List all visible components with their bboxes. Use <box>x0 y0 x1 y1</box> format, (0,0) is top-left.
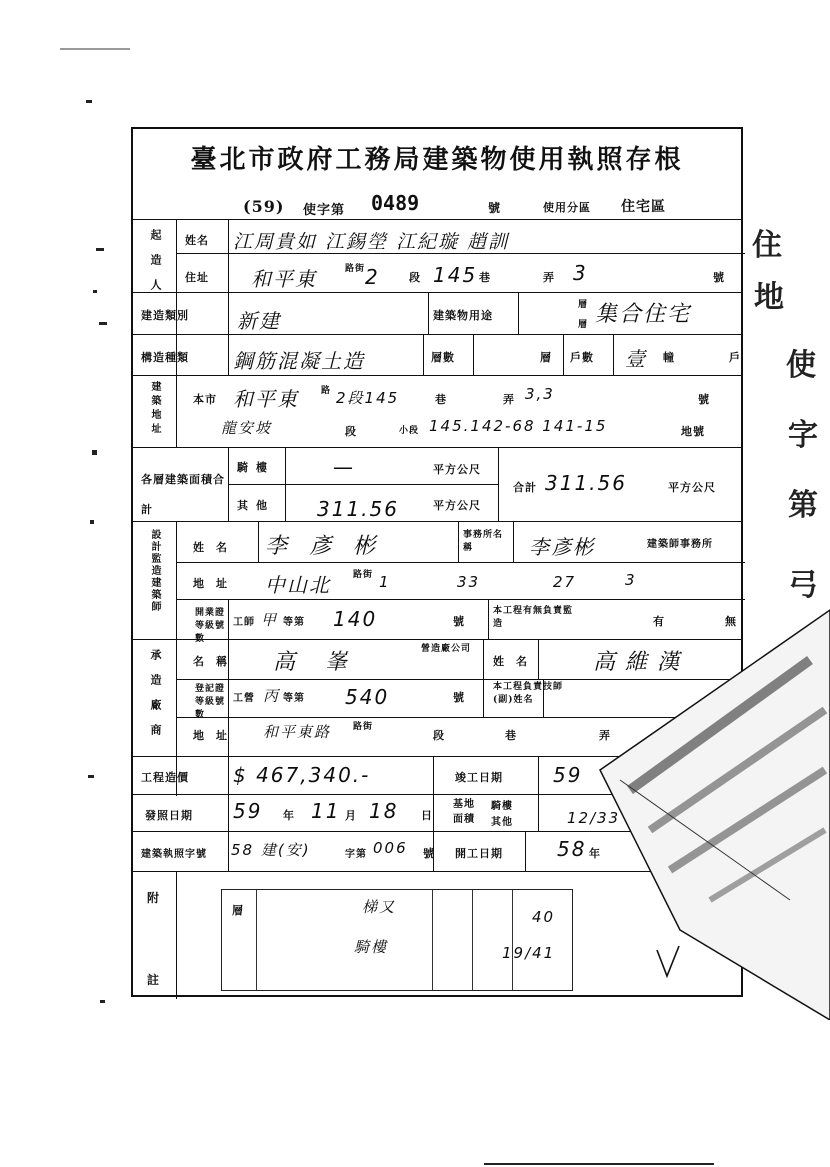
contractor-person-value: 高維漢 <box>593 650 690 675</box>
architect-address-lane: 33 <box>457 573 481 591</box>
base-label: 基地面積 <box>453 799 475 825</box>
stamp-text-2: 梯又 <box>362 898 397 916</box>
issue-month-label: 月 <box>345 809 357 822</box>
households-label: 戶數 <box>570 351 594 364</box>
contractor-reg-grade: 丙 <box>263 687 281 705</box>
rule <box>538 794 539 831</box>
rule <box>563 334 564 375</box>
architect-license-number: 140 <box>333 607 378 631</box>
issue-day-label: 日 <box>421 809 433 822</box>
applicant-name-label: 姓名 <box>185 234 209 247</box>
issue-label: 發照日期 <box>145 809 193 822</box>
applicant-alley-label: 弄 <box>543 271 555 284</box>
rule <box>176 639 177 756</box>
architect-firm-value: 李彥彬 <box>529 535 595 559</box>
rule <box>228 219 229 293</box>
usage-floors-label-2: 層 <box>578 320 589 330</box>
contractor-reg-suffix: 號 <box>453 691 465 704</box>
scan-speck <box>92 450 97 455</box>
form-title: 臺北市政府工務局建築物使用執照存根 <box>190 145 684 175</box>
architect-responsible-suffix: 無 <box>725 615 737 628</box>
area-unit-2: 平方公尺 <box>433 499 481 512</box>
households-unit: 戶 <box>729 351 741 364</box>
adjacent-glyph: 字 <box>788 418 818 453</box>
area-total-label: 合計 <box>513 481 537 494</box>
scan-speck <box>60 48 130 50</box>
applicant-section-label-2: 段 <box>409 271 421 284</box>
rule <box>433 756 434 794</box>
contractor-name-value: 高峯 <box>273 650 378 675</box>
rule <box>133 219 741 220</box>
rule <box>458 521 459 563</box>
dates-arcade-label: 騎樓 <box>491 801 513 812</box>
rule <box>228 447 229 521</box>
site-section-label: 建築地址 <box>149 381 160 437</box>
area-other-value: 311.56 <box>317 497 399 521</box>
rule <box>285 447 286 521</box>
zoning-value: 住宅區 <box>621 199 666 215</box>
stamp-text-4: 19/41 <box>502 944 556 962</box>
site-district-value: 龍安坡 <box>221 419 273 437</box>
permit-type: 使字第 <box>303 203 346 218</box>
rule <box>228 484 498 485</box>
contractor-person-label: 姓名 <box>493 655 539 668</box>
rule <box>538 756 539 794</box>
dates-other-label: 其他 <box>491 817 513 828</box>
site-alley-label: 弄 <box>503 393 515 406</box>
rule <box>133 334 741 335</box>
applicant-lane-label: 巷 <box>479 271 491 284</box>
contractor-road-label: 路街 <box>353 722 374 732</box>
applicant-address-road: 和平東 <box>251 267 317 291</box>
architect-responsible-value: 有 <box>653 615 665 628</box>
rule <box>473 334 474 375</box>
architect-address-label: 地址 <box>193 577 239 590</box>
license-value: 58 建(安) <box>231 841 311 859</box>
architect-firm-label: 事務所名稱 <box>463 530 504 553</box>
base-value: 12/33 <box>567 809 621 827</box>
contractor-company-label: 營造廠公司 <box>421 644 472 654</box>
rule <box>228 756 229 794</box>
adjacent-glyph: 住 <box>752 228 782 263</box>
zoning-label: 使用分區 <box>543 201 591 214</box>
architect-road-label: 路街 <box>353 570 374 580</box>
attached-stamp <box>221 889 573 991</box>
completion-label: 竣工日期 <box>455 771 503 784</box>
start-year: 58 <box>557 837 587 861</box>
issue-year-label: 年 <box>283 809 295 822</box>
rule <box>498 447 499 521</box>
contractor-address-value: 和平東路 <box>263 723 332 741</box>
contractor-name-label: 名稱 <box>193 655 239 668</box>
applicant-address-label: 住址 <box>185 271 209 284</box>
structure-label: 構造種類 <box>141 351 189 364</box>
contractor-lane-label: 巷 <box>505 729 517 742</box>
site-section-value: 2段145 <box>336 389 400 407</box>
stamp-text-3: 騎樓 <box>354 938 389 956</box>
contractor-address-label: 地址 <box>193 729 239 742</box>
contractor-reg-grade-label: 等第 <box>283 693 305 704</box>
start-label: 開工日期 <box>455 847 503 860</box>
applicant-section-label: 起造人 <box>149 229 162 304</box>
adjacent-glyph: 地 <box>754 280 784 315</box>
rule <box>228 794 229 831</box>
architect-license-label: 開業證等級號數 <box>195 608 226 644</box>
permit-number: 0489 <box>371 191 420 215</box>
start-year-label: 年 <box>589 847 601 860</box>
area-arcade-label: 騎樓 <box>237 461 275 474</box>
site-city-label: 本市 <box>193 393 217 406</box>
issue-month: 11 <box>311 799 341 823</box>
architect-address-alley: 27 <box>553 573 577 591</box>
rule <box>176 871 177 999</box>
architect-license-prefix: 工師 <box>233 617 255 628</box>
applicant-address-lane: 145 <box>433 263 478 287</box>
rule <box>483 679 484 717</box>
architect-license-grade-label: 等第 <box>283 617 305 628</box>
completion-value: 59 <box>553 763 583 787</box>
rule <box>613 334 614 375</box>
license-suffix: 號 <box>423 847 435 860</box>
architect-license-grade: 甲 <box>261 611 279 629</box>
rule <box>228 599 229 639</box>
rule <box>433 794 434 831</box>
adjacent-page-strip <box>742 200 830 900</box>
contractor-reg-number: 540 <box>345 685 390 709</box>
adjacent-glyph: 第 <box>788 488 818 523</box>
usage-label: 建築物用途 <box>433 309 493 322</box>
architect-section-label: 設計監造建築師 <box>149 529 160 613</box>
rule <box>133 447 741 448</box>
area-unit-3: 平方公尺 <box>668 481 716 494</box>
scan-speck <box>484 1163 714 1165</box>
contractor-reg-prefix: 工營 <box>233 693 255 704</box>
rule <box>483 639 484 679</box>
cost-label: 工程造價 <box>141 771 189 784</box>
scan-speck <box>88 775 94 778</box>
rule <box>176 562 745 563</box>
cost-value: $ 467,340.- <box>233 763 371 787</box>
usage-floors-label: 層 <box>578 300 589 310</box>
scan-speck <box>99 322 107 325</box>
notes-label-top: 附 <box>147 891 161 905</box>
rule <box>258 521 259 563</box>
architect-name-label: 姓名 <box>193 541 239 554</box>
area-unit-1: 平方公尺 <box>433 463 481 476</box>
issue-year: 59 <box>233 799 263 823</box>
rule <box>488 599 489 639</box>
rule <box>423 334 424 375</box>
architect-firm-suffix: 建築師事務所 <box>647 539 713 550</box>
site-district-label: 段 <box>345 425 357 438</box>
applicant-name-value: 江周貴如 江錫塋 江紀璇 趙訓 <box>233 231 510 253</box>
architect-license-suffix: 號 <box>453 615 465 628</box>
applicant-no-label: 號 <box>713 271 725 284</box>
contractor-tech-label: 本工程負責技師(副)姓名 <box>493 682 564 705</box>
rule <box>228 831 229 871</box>
adjacent-glyph: 弓 <box>788 568 818 603</box>
usage-value: 集合住宅 <box>595 302 692 327</box>
issue-day: 18 <box>369 799 399 823</box>
rule <box>525 831 526 871</box>
rule <box>228 292 229 376</box>
contractor-reg-label: 登記證等級號數 <box>195 684 226 720</box>
architect-address-no: 3 <box>625 571 637 589</box>
permit-suffix: 號 <box>488 201 502 215</box>
contractor-alley-label: 弄 <box>599 729 611 742</box>
architect-address-section: 1 <box>379 573 391 591</box>
stamp-text-1: 層 <box>232 904 244 917</box>
building-unit: 幢 <box>663 351 675 364</box>
adjacent-glyph: 使 <box>786 348 816 383</box>
scan-speck <box>96 248 104 251</box>
category-label: 建造類別 <box>141 309 189 322</box>
rule <box>513 521 514 563</box>
rule <box>133 292 741 293</box>
site-road-label: 路 <box>321 386 332 396</box>
architect-name-value: 李彥彬 <box>265 534 398 559</box>
stamp-text-5: 40 <box>532 908 556 926</box>
site-subsection-label: 小段 <box>399 426 420 436</box>
contractor-section-label: 承造廠商 <box>149 649 162 749</box>
area-total-value: 311.56 <box>545 471 627 495</box>
category-value: 新建 <box>237 309 281 333</box>
floors-label: 層數 <box>431 351 455 364</box>
floors-unit: 層 <box>540 351 552 364</box>
site-road-value: 和平東 <box>233 387 299 411</box>
site-lane-label: 巷 <box>435 393 447 406</box>
applicant-address-section: 2 <box>365 265 380 289</box>
scan-speck <box>90 520 94 524</box>
license-type: 字第 <box>345 849 367 860</box>
permit-prefix: (59) <box>243 197 285 216</box>
area-section-label: 各層建築面積合計 <box>141 473 225 516</box>
site-lot-value: 145.142-68 141-15 <box>429 417 608 435</box>
scan-speck <box>100 1000 105 1003</box>
applicant-road-label: 路街 <box>345 264 366 274</box>
site-lot-label: 地號 <box>681 425 705 438</box>
license-number: 006 <box>373 839 408 857</box>
rule <box>133 375 741 376</box>
rule <box>176 375 177 447</box>
structure-value: 鋼筋混凝土造 <box>233 349 365 373</box>
contractor-section-label-2: 段 <box>433 729 445 742</box>
area-arcade-value: — <box>333 455 355 479</box>
notes-label-bottom: 註 <box>147 973 161 987</box>
architect-address-road: 中山北 <box>265 573 331 597</box>
applicant-address-no: 3 <box>573 261 588 285</box>
rule <box>428 292 429 334</box>
households-value: 壹 <box>625 347 647 371</box>
site-no-label: 號 <box>698 393 710 406</box>
rule <box>518 292 519 334</box>
area-other-label: 其他 <box>237 499 275 512</box>
license-label: 建築執照字號 <box>141 849 207 860</box>
site-no-value: 3,3 <box>525 385 555 403</box>
architect-responsible-label: 本工程有無負責監造 <box>493 606 574 629</box>
scan-speck <box>86 100 92 103</box>
scan-speck <box>93 290 97 293</box>
